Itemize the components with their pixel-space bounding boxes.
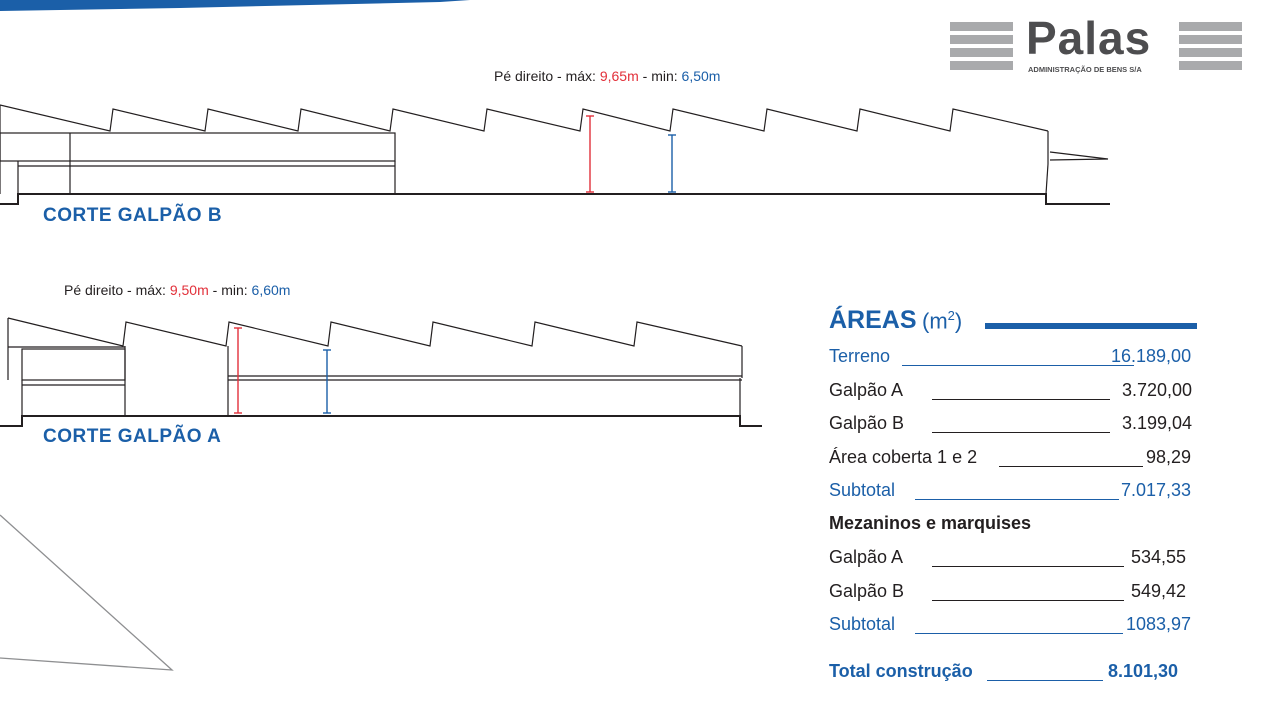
- area-label: Terreno: [829, 346, 891, 366]
- leader-line: [932, 399, 1110, 400]
- areas-header: [829, 300, 1199, 344]
- mezzanine-row-galpao-a: [829, 547, 1197, 573]
- ceiling-label: Pé direito - máx:: [64, 282, 166, 298]
- area-row-galpao-a: [829, 380, 1197, 406]
- area-label: Galpão A: [829, 547, 904, 567]
- area-value: 16.189,00: [1111, 346, 1192, 366]
- leader-line: [915, 499, 1119, 500]
- galpao-b-section: [0, 105, 1110, 204]
- ceiling-max: 9,50m: [169, 282, 209, 298]
- ceiling-min: 6,50m: [681, 68, 721, 84]
- areas-title: ÁREAS: [829, 306, 917, 334]
- leader-line: [915, 633, 1123, 634]
- area-label: Galpão B: [829, 413, 905, 433]
- mezzanine-row-subtotal: [829, 614, 1197, 640]
- leader-line: [932, 600, 1124, 601]
- area-value: 98,29: [1146, 447, 1192, 467]
- leader-line: [932, 566, 1124, 567]
- area-row-area-coberta: [829, 447, 1197, 473]
- galpao-a-title: CORTE GALPÃO A: [43, 426, 222, 447]
- mezzanine-heading: Mezaninos e marquises: [829, 513, 1032, 533]
- area-value: 7.017,33: [1121, 480, 1192, 500]
- area-label: Subtotal: [829, 480, 896, 500]
- area-value: 534,55: [1131, 547, 1187, 567]
- area-row-terreno: [829, 346, 1197, 372]
- leader-line: [987, 680, 1103, 681]
- area-label: Total construção: [829, 661, 973, 681]
- galpao-b-title: CORTE GALPÃO B: [43, 205, 223, 226]
- area-row-subtotal: [829, 480, 1197, 506]
- areas-title-rule: [985, 323, 1197, 329]
- leader-line: [932, 432, 1110, 433]
- galpao-a-section: [0, 318, 762, 426]
- area-value: 3.199,04: [1122, 413, 1193, 433]
- area-label: Área coberta 1 e 2: [829, 447, 978, 467]
- area-row-total: [829, 661, 1197, 687]
- logo-name: Palas: [1026, 12, 1152, 64]
- area-value: 8.101,30: [1108, 661, 1179, 681]
- galpao-a-height-markers: [234, 328, 331, 413]
- area-row-galpao-b: [829, 413, 1197, 439]
- site-plan-outline: [0, 515, 172, 670]
- ceiling-label: Pé direito - máx:: [494, 68, 596, 84]
- galpao-b-height-markers: [586, 116, 676, 192]
- areas-unit: $(m^2)$: [922, 308, 963, 334]
- area-value: 549,42: [1131, 581, 1187, 601]
- area-label: Galpão A: [829, 380, 904, 400]
- area-value: 1083,97: [1126, 614, 1192, 634]
- leader-line: [902, 365, 1134, 366]
- area-value: 3.720,00: [1122, 380, 1193, 400]
- area-label: Subtotal: [829, 614, 896, 634]
- mezzanine-row-galpao-b: [829, 581, 1197, 607]
- ceiling-min: 6,60m: [251, 282, 291, 298]
- ceiling-sep: - min:: [642, 68, 678, 84]
- ceiling-max: 9,65m: [599, 68, 639, 84]
- logo-subtitle: ADMINISTRAÇÃO DE BENS S/A: [1028, 65, 1142, 74]
- area-label: Galpão B: [829, 581, 905, 601]
- leader-line: [999, 466, 1143, 467]
- areas-table: [829, 300, 1199, 681]
- ceiling-sep: - min:: [212, 282, 248, 298]
